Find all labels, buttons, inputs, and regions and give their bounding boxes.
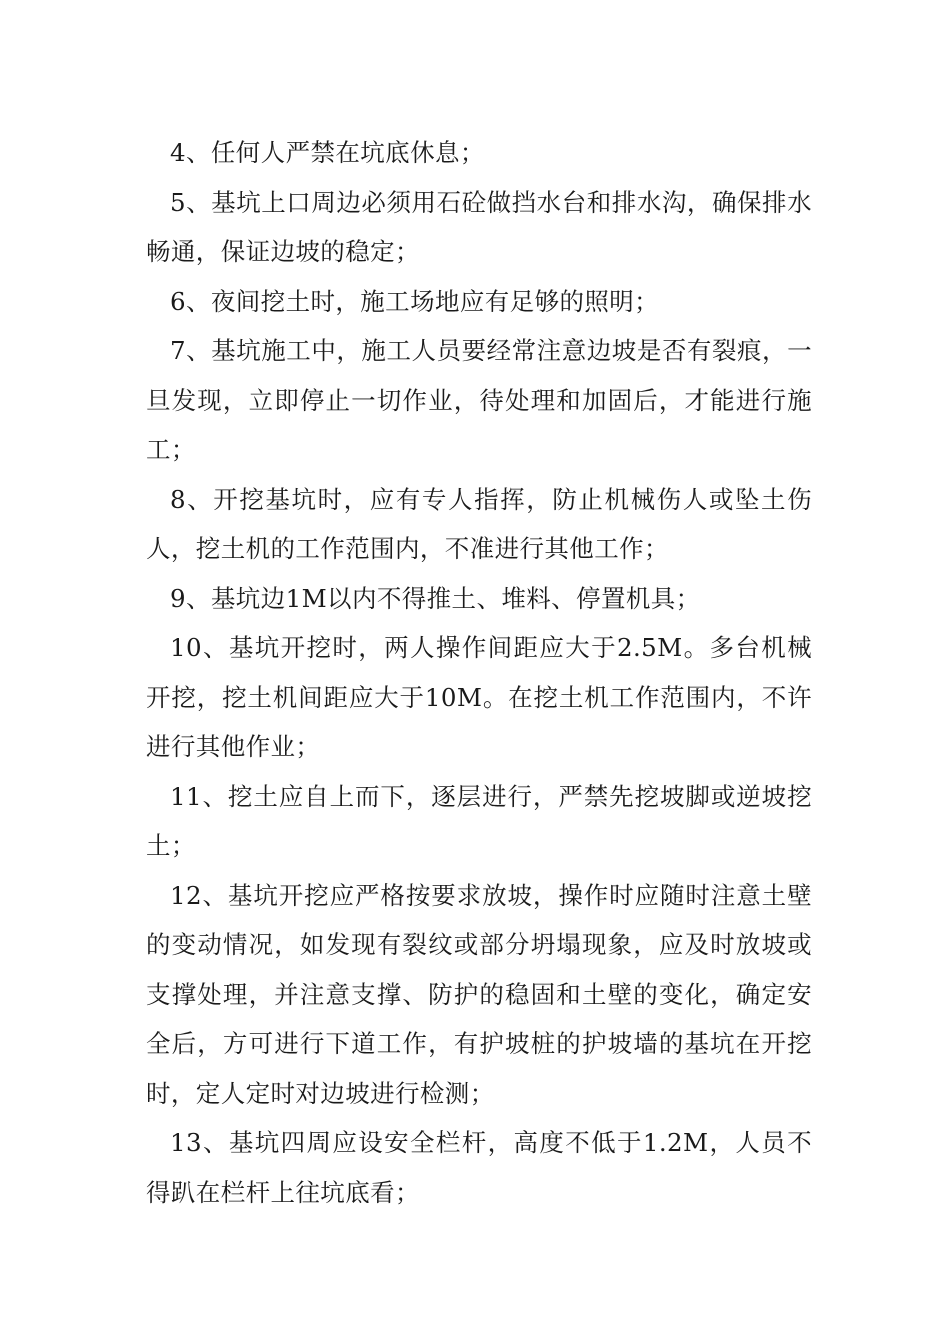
paragraph-item-8: 8、开挖基坑时，应有专人指挥，防止机械伤人或坠土伤人，挖土机的工作范围内，不准进行其他工作； bbox=[146, 484, 812, 563]
paragraph-item-9: 9、基坑边1M以内不得推土、堆料、停置机具； bbox=[170, 583, 701, 613]
paragraph-item-13: 13、基坑四周应设安全栏杆，高度不低于1.2M，人员不得趴在栏杆上往坑底看； bbox=[146, 1128, 812, 1207]
document-body bbox=[146, 128, 812, 1217]
paragraph-item-6: 6、夜间挖土时，施工场地应有足够的照明； bbox=[170, 286, 660, 316]
paragraph-item-12: 12、基坑开挖应严格按要求放坡，操作时应随时注意土壁的变动情况，如发现有裂纹或部分坍塌现象，应及时放坡或支撑处理，并注意支撑、防护的稳固和土壁的变化，确定安全后，方可进行下道工作，有护坡桩的护坡墙的基坑在开挖时，定人定时对边坡进行检测； bbox=[146, 880, 812, 1108]
paragraph-item-10: 10、基坑开挖时，两人操作间距应大于2.5M。多台机械开挖，挖土机间距应大于10M。在挖土机工作范围内，不许进行其他作业； bbox=[146, 633, 812, 761]
paragraph-item-7: 7、基坑施工中，施工人员要经常注意边坡是否有裂痕，一旦发现，立即停止一切作业，待处理和加固后，才能进行施工； bbox=[146, 336, 812, 464]
paragraph-item-11: 11、挖土应自上而下，逐层进行，严禁先挖坡脚或逆坡挖土； bbox=[146, 781, 812, 860]
paragraph-item-5: 5、基坑上口周边必须用石砼做挡水台和排水沟，确保排水畅通，保证边坡的稳定； bbox=[146, 187, 812, 266]
paragraph-item-4: 4、任何人严禁在坑底休息； bbox=[170, 138, 485, 167]
